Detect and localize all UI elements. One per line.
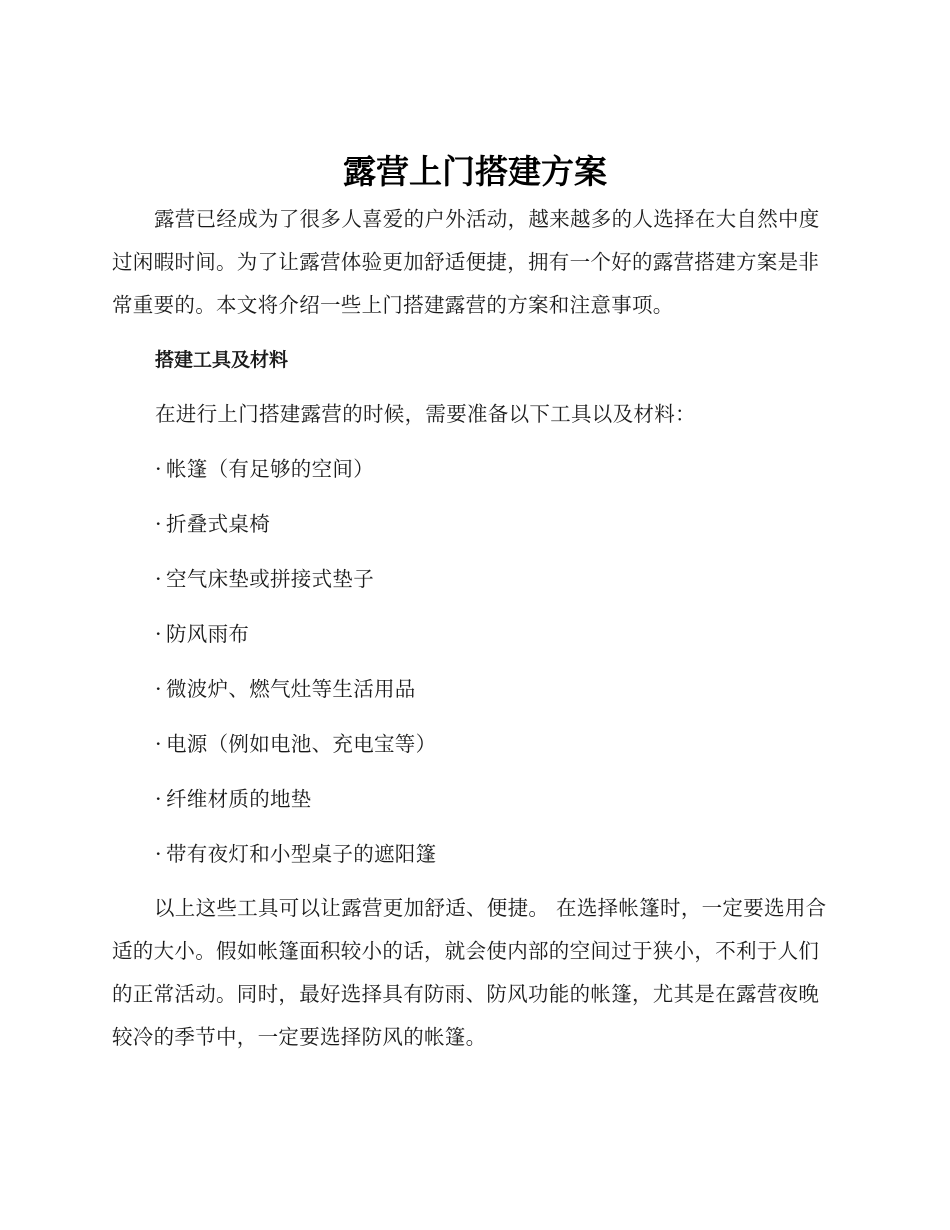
list-item — [155, 669, 416, 709]
list-item-text: 折叠式桌椅 — [166, 512, 270, 536]
list-item-text: 带有夜灯和小型桌子的遮阳篷 — [166, 842, 437, 866]
list-item-text: 防风雨布 — [166, 622, 250, 646]
list-item — [155, 834, 436, 874]
list-item-text: 纤维材质的地垫 — [166, 787, 312, 811]
list-item — [155, 504, 270, 544]
list-item — [155, 449, 374, 489]
list-item — [155, 724, 436, 764]
list-item-text: 帐篷（有足够的空间） — [166, 457, 374, 481]
bullet-icon: · — [155, 787, 162, 811]
bullet-icon: · — [155, 732, 162, 756]
bullet-icon: · — [155, 842, 162, 866]
list-item — [155, 559, 374, 599]
intro-paragraph: 露营已经成为了很多人喜爱的户外活动，越来越多的人选择在大自然中度过闲暇时间。为了让露营体验更加舒适便捷，拥有一个好的露营搭建方案是非常重要的。本文将介绍一些上门搭建露营的方案和注意事项。 — [112, 207, 820, 317]
list-item-text: 微波炉、燃气灶等生活用品 — [166, 677, 416, 701]
document-title: 露营上门搭建方案 — [343, 152, 607, 191]
bullet-icon: · — [155, 512, 162, 536]
list-item-text: 电源（例如电池、充电宝等） — [166, 732, 437, 756]
section-heading: 搭建工具及材料 — [155, 349, 289, 371]
bullet-icon: · — [155, 622, 162, 646]
bullet-icon: · — [155, 677, 162, 701]
list-item — [155, 614, 249, 654]
section-intro: 在进行上门搭建露营的时候，需要准备以下工具以及材料： — [155, 402, 696, 426]
list-item-text: 空气床垫或拼接式垫子 — [166, 567, 374, 591]
bullet-icon: · — [155, 567, 162, 591]
list-item — [155, 779, 312, 819]
bullet-icon: · — [155, 457, 162, 481]
closing-paragraph: 以上这些工具可以让露营更加舒适、便捷。 在选择帐篷时，一定要选用合适的大小。假如帐篷面积较小的话，就会使内部的空间过于狭小，不利于人们的正常活动。同时，最好选择具有防雨、防风功能的帐篷，尤其是在露营夜晚较冷的季节中，一定要选择防风的帐篷。 — [112, 896, 827, 1049]
